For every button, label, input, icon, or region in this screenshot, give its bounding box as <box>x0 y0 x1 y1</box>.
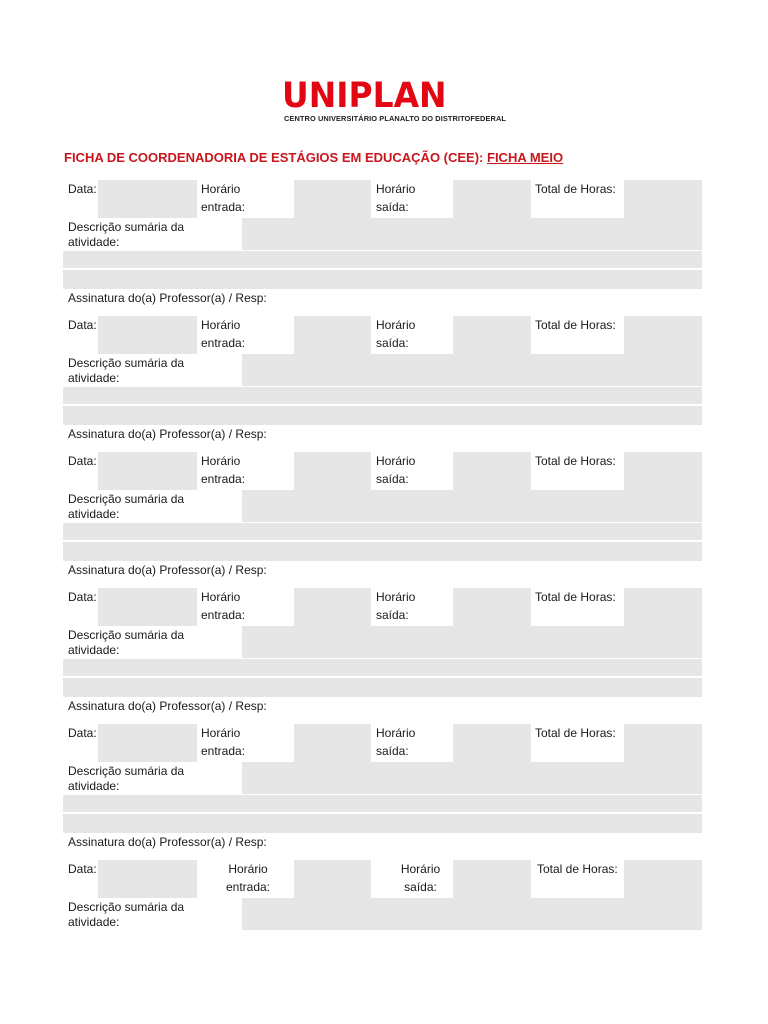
horario-saida-field[interactable] <box>453 588 531 626</box>
descricao-label-line2: atividade: <box>68 235 120 249</box>
horario-entrada-label-line2: entrada: <box>201 607 246 622</box>
horario-saida-label-line2: saída: <box>376 199 409 214</box>
horario-saida-field[interactable] <box>453 316 531 354</box>
data-label: Data: <box>68 590 97 604</box>
total-horas-field[interactable] <box>624 180 702 218</box>
horario-saida-label-line1: Horário <box>400 862 441 876</box>
assinatura-label: Assinatura do(a) Professor(a) / Resp: <box>68 699 267 713</box>
descricao-label <box>68 492 184 522</box>
descricao-field[interactable] <box>242 898 702 930</box>
descricao-field[interactable] <box>242 354 702 386</box>
horario-entrada-field[interactable] <box>294 180 371 218</box>
assinatura-label: Assinatura do(a) Professor(a) / Resp: <box>68 563 267 577</box>
horario-saida-label-line1: Horário <box>376 726 416 740</box>
horario-saida-label-line1: Horário <box>376 454 416 468</box>
total-horas-label: Total de Horas: <box>535 182 616 196</box>
total-horas-label: Total de Horas: <box>535 318 616 332</box>
horario-entrada-field[interactable] <box>294 588 371 626</box>
horario-saida-label-line1: Horário <box>376 182 416 196</box>
assinatura-label: Assinatura do(a) Professor(a) / Resp: <box>68 835 267 849</box>
descricao-continuation-line[interactable] <box>63 814 702 833</box>
descricao-continuation-line[interactable] <box>63 523 702 540</box>
horario-entrada-field[interactable] <box>294 452 371 490</box>
total-horas-label: Total de Horas: <box>535 726 616 740</box>
descricao-continuation-line[interactable] <box>63 542 702 561</box>
horario-entrada-label <box>201 317 245 352</box>
logo-subtitle: CENTRO UNIVERSITÁRIO PLANALTO DO DISTRITOFEDERAL <box>284 114 507 123</box>
horario-entrada-label <box>201 589 245 624</box>
data-label: Data: <box>68 454 97 468</box>
horario-entrada-label-line1: Horário <box>228 862 268 876</box>
descricao-continuation-line[interactable] <box>63 406 702 425</box>
descricao-label <box>68 220 184 250</box>
horario-entrada-label-line1: Horário <box>201 318 241 332</box>
horario-entrada-label-line1: Horário <box>201 590 241 604</box>
descricao-field[interactable] <box>242 762 702 794</box>
data-label: Data: <box>68 862 97 876</box>
descricao-label-line1: Descrição sumária da <box>68 900 185 914</box>
form-title-sub: FICHA MEIO <box>487 150 564 165</box>
data-field[interactable] <box>98 452 197 490</box>
descricao-label-line2: atividade: <box>68 643 120 657</box>
data-field[interactable] <box>98 588 197 626</box>
total-horas-field[interactable] <box>624 860 702 898</box>
horario-saida-field[interactable] <box>453 452 531 490</box>
data-field[interactable] <box>98 860 197 898</box>
descricao-label-line1: Descrição sumária da <box>68 356 185 370</box>
horario-entrada-label <box>224 861 272 896</box>
total-horas-field[interactable] <box>624 316 702 354</box>
descricao-label-line1: Descrição sumária da <box>68 764 185 778</box>
horario-saida-field[interactable] <box>453 724 531 762</box>
activity-entry <box>0 860 768 980</box>
descricao-continuation-line[interactable] <box>63 795 702 812</box>
horario-entrada-label <box>201 725 245 760</box>
horario-entrada-label-line2: entrada: <box>201 471 246 486</box>
descricao-field[interactable] <box>242 626 702 658</box>
horario-saida-label <box>376 453 415 488</box>
descricao-label-line1: Descrição sumária da <box>68 492 185 506</box>
descricao-continuation-line[interactable] <box>63 659 702 676</box>
horario-saida-label <box>376 725 415 760</box>
total-horas-label: Total de Horas: <box>537 862 618 876</box>
assinatura-label: Assinatura do(a) Professor(a) / Resp: <box>68 427 267 441</box>
data-label: Data: <box>68 726 97 740</box>
horario-entrada-label-line1: Horário <box>201 726 241 740</box>
horario-saida-field[interactable] <box>453 860 531 898</box>
activity-entry <box>0 724 768 849</box>
descricao-label <box>68 628 184 658</box>
horario-entrada-label-line2: entrada: <box>201 743 246 758</box>
data-field[interactable] <box>98 724 197 762</box>
descricao-continuation-line[interactable] <box>63 270 702 289</box>
form-title-main: FICHA DE COORDENADORIA DE ESTÁGIOS EM EDUCAÇÃO (CEE): <box>64 150 487 165</box>
total-horas-label: Total de Horas: <box>535 590 616 604</box>
horario-entrada-label <box>201 181 245 216</box>
horario-saida-label-line1: Horário <box>376 318 416 332</box>
assinatura-label: Assinatura do(a) Professor(a) / Resp: <box>68 291 267 305</box>
horario-saida-label <box>398 861 443 896</box>
uniplan-logo <box>282 76 507 126</box>
horario-entrada-label-line2: entrada: <box>225 879 271 894</box>
descricao-continuation-line[interactable] <box>63 678 702 697</box>
horario-entrada-label-line1: Horário <box>201 454 241 468</box>
horario-saida-field[interactable] <box>453 180 531 218</box>
descricao-field[interactable] <box>242 490 702 522</box>
activity-entry <box>0 180 768 305</box>
form-title <box>64 150 563 165</box>
horario-saida-label-line2: saída: <box>376 607 409 622</box>
horario-saida-label-line2: saída: <box>376 335 409 350</box>
horario-saida-label <box>376 589 415 624</box>
horario-entrada-field[interactable] <box>294 860 371 898</box>
descricao-continuation-line[interactable] <box>63 387 702 404</box>
horario-saida-label-line2: saída: <box>376 743 409 758</box>
horario-saida-label-line2: saída: <box>404 879 437 894</box>
data-label: Data: <box>68 182 97 196</box>
logo-wordmark: UNIPLAN <box>282 76 447 116</box>
total-horas-label: Total de Horas: <box>535 454 616 468</box>
activity-entry <box>0 452 768 577</box>
total-horas-field[interactable] <box>624 588 702 626</box>
horario-entrada-field[interactable] <box>294 724 371 762</box>
descricao-label-line2: atividade: <box>68 779 120 793</box>
horario-saida-label <box>376 317 415 352</box>
activity-entry <box>0 316 768 441</box>
horario-entrada-label-line2: entrada: <box>201 199 246 214</box>
horario-entrada-label-line1: Horário <box>201 182 241 196</box>
descricao-label-line1: Descrição sumária da <box>68 628 185 642</box>
horario-saida-label-line1: Horário <box>376 590 416 604</box>
activity-entry <box>0 588 768 713</box>
horario-entrada-label <box>201 453 245 488</box>
descricao-continuation-line[interactable] <box>63 251 702 268</box>
total-horas-field[interactable] <box>624 724 702 762</box>
descricao-label <box>68 356 184 386</box>
horario-entrada-label-line2: entrada: <box>201 335 246 350</box>
descricao-label-line1: Descrição sumária da <box>68 220 185 234</box>
descricao-label-line2: atividade: <box>68 915 120 929</box>
total-horas-field[interactable] <box>624 452 702 490</box>
descricao-label-line2: atividade: <box>68 371 120 385</box>
descricao-label-line2: atividade: <box>68 507 120 521</box>
horario-saida-label <box>376 181 415 216</box>
descricao-label <box>68 764 184 794</box>
horario-entrada-field[interactable] <box>294 316 371 354</box>
descricao-label <box>68 900 184 930</box>
data-field[interactable] <box>98 180 197 218</box>
descricao-field[interactable] <box>242 218 702 250</box>
horario-saida-label-line2: saída: <box>376 471 409 486</box>
data-label: Data: <box>68 318 97 332</box>
data-field[interactable] <box>98 316 197 354</box>
